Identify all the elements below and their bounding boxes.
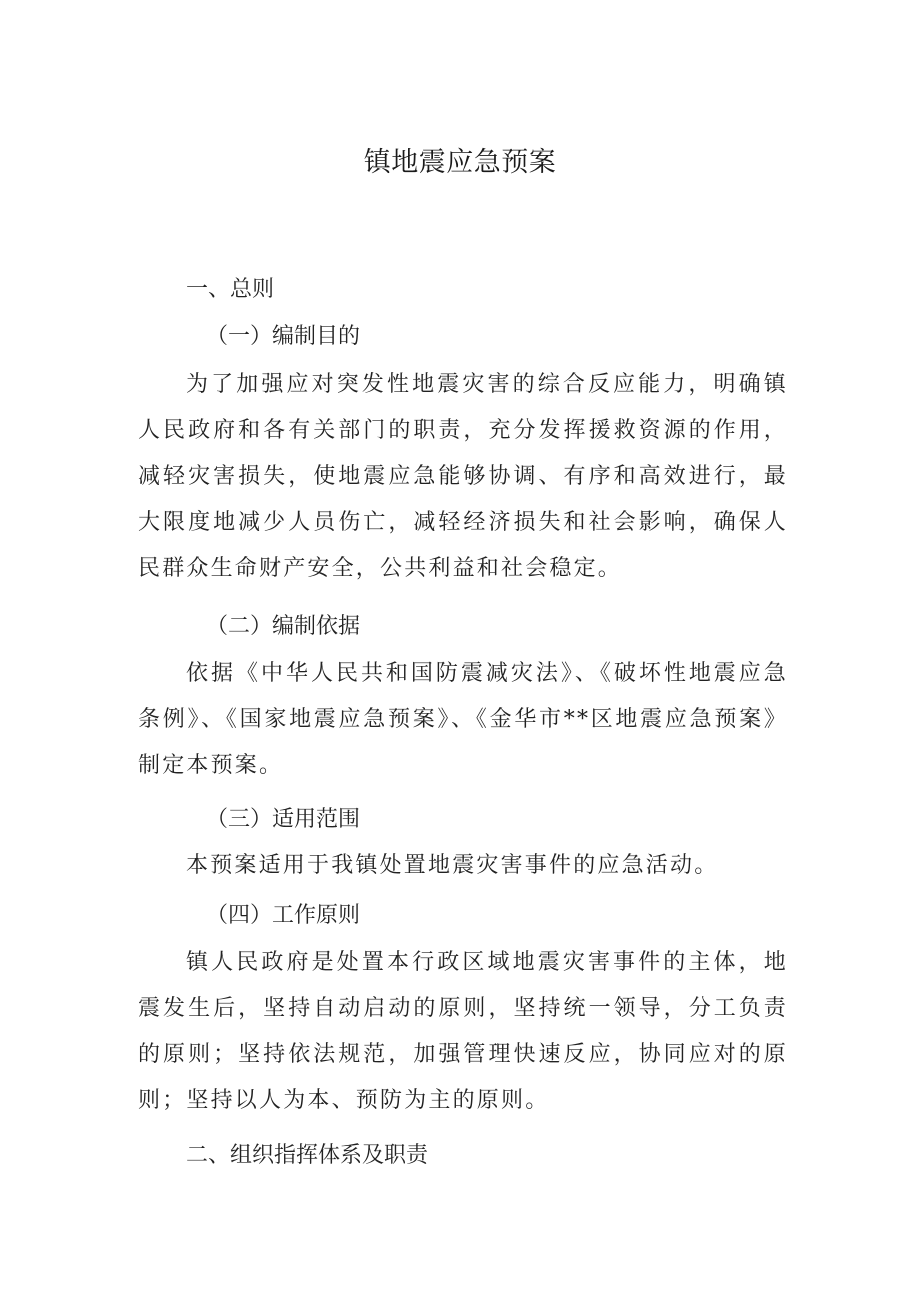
subsection-purpose (138, 313, 788, 360)
heading-basis: （二）编制依据 (206, 614, 361, 639)
heading-organization: 二、组织指挥体系及职责 (186, 1143, 429, 1168)
heading-general: 一、总则 (186, 277, 275, 302)
paragraph-principles: 镇人民政府是处置本行政区域地震灾害事件的主体，地震发生后，坚持自动启动的原则，坚持统一领导，分工负责的原则；坚持依法规范，加强管理快速反应，协同应对的原则；坚持以人为本、预防为主的原则。 (138, 950, 788, 1113)
paragraph-basis-block (138, 651, 788, 789)
paragraph-scope: 本预案适用于我镇处置地震灾害事件的应急活动。 (186, 853, 719, 878)
paragraph-purpose-block (138, 362, 788, 592)
section-heading-organization (138, 1132, 788, 1179)
paragraph-principles-block (138, 940, 788, 1124)
document-title: 镇地震应急预案 (363, 147, 557, 178)
subsection-basis (138, 603, 788, 650)
heading-principles: （四）工作原则 (206, 903, 361, 928)
paragraph-purpose: 为了加强应对突发性地震灾害的综合反应能力，明确镇人民政府和各有关部门的职责，充分发挥援救资源的作用，减轻灾害损失，使地震应急能够协调、有序和高效进行，最大限度地减少人员伤亡，减轻经济损失和社会影响，确保人民群众生命财产安全，公共利益和社会稳定。 (138, 372, 788, 581)
section-heading-general (138, 266, 788, 313)
subsection-principles (138, 892, 788, 939)
paragraph-scope-block (138, 843, 788, 889)
subsection-scope (138, 796, 788, 843)
heading-purpose: （一）编制目的 (206, 324, 361, 349)
heading-scope: （三）适用范围 (206, 807, 361, 832)
paragraph-basis: 依据《中华人民共和国防震减灾法》、《破坏性地震应急条例》、《国家地震应急预案》、《金华市**区地震应急预案》制定本预案。 (138, 661, 788, 778)
